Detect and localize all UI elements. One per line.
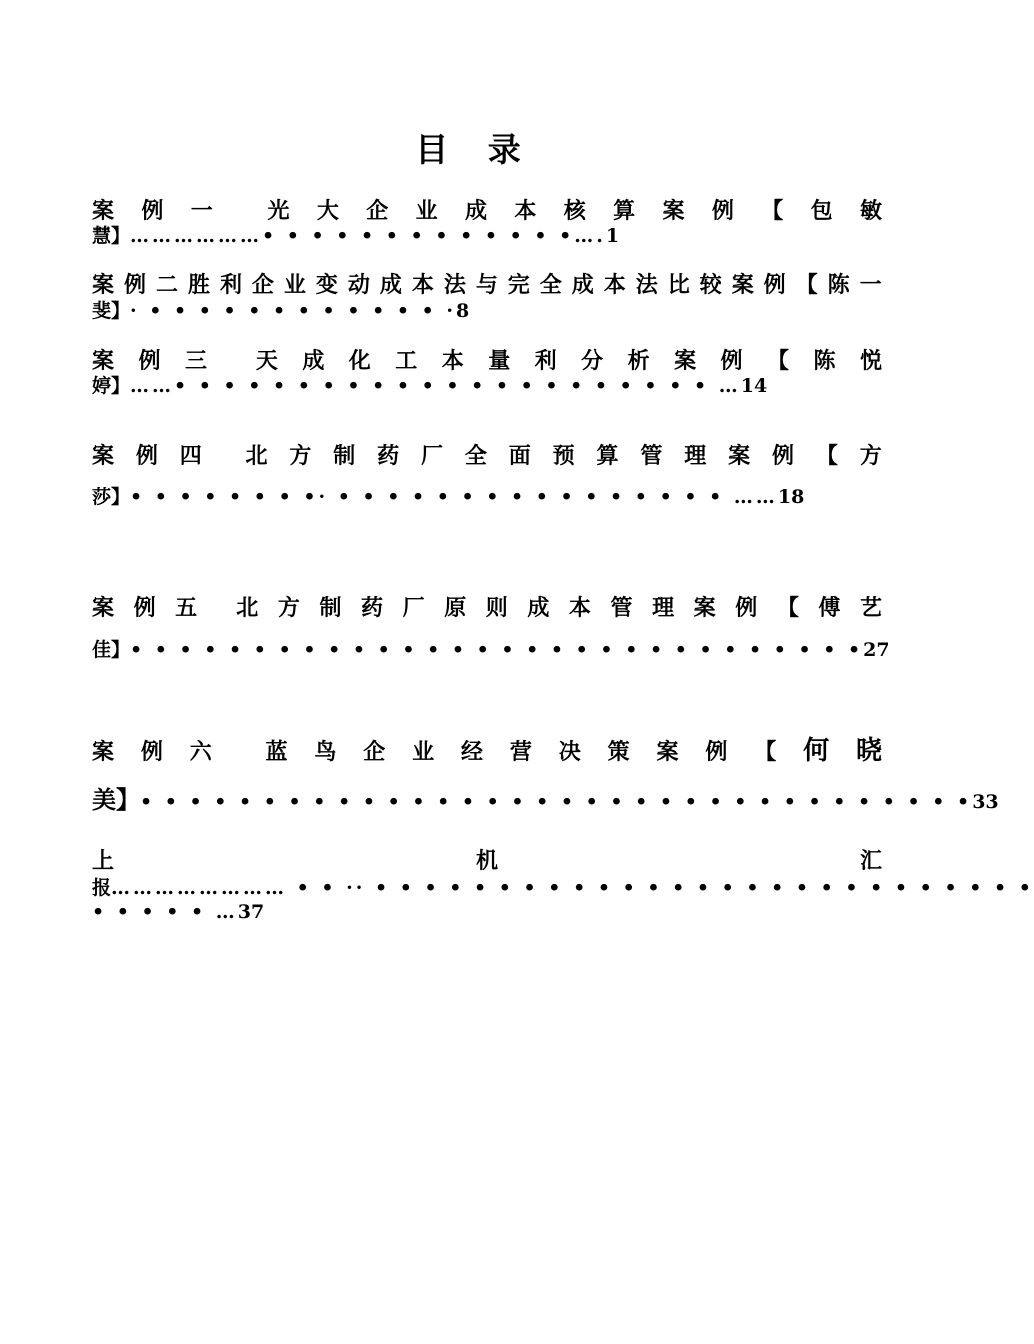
toc-entry-author-end: 慧】 [92,225,131,247]
toc-entry-6[interactable] [92,734,999,819]
toc-entry-title: 案 例 一 光 大 企 业 成 本 核 算 案 例 【 包 敏 [92,198,882,224]
toc-entry-leader [92,374,882,398]
toc-entry-author-end: 佳】 [92,639,131,661]
toc-entry-3[interactable] [92,348,882,398]
toc-entry-author-end: 报 [92,877,112,899]
toc-entry-leader [92,299,882,323]
dot-leader: • • • • • • • • • • • • • • • • • • • • • • • • • • • • • • [130,639,864,661]
toc-title: 目 录 [415,130,535,169]
toc-entry-title: 案 例 六 蓝 鸟 企 业 经 营 决 策 案 例 【 何 晓 [92,736,882,766]
dot-leader: …………………… • • ·· • • • • • • • • • • • • • • • • • • • • • • • • • • • [111,877,1034,899]
toc-entry-author-end: 美】 [92,785,140,814]
dot-leader: • • • • • • • •· • • • • • • • • • • • • • • • • …… [130,486,778,508]
toc-entry-7[interactable] [92,846,1034,924]
page-number: 37 [237,901,265,923]
toc-entry-2[interactable] [92,272,882,323]
toc-entry-leader [92,876,1034,900]
toc-entry-1[interactable] [92,198,882,248]
toc-entry-leader [92,482,882,512]
dot-leader: · • • • • • • • • • • • • · [130,300,456,322]
toc-entry-title: 上 机 汇 [92,848,882,874]
toc-entry-title: 案 例 四 北 方 制 药 厂 全 面 预 算 管 理 案 例 【 方 [92,443,882,469]
toc-entry-leader [92,783,999,819]
toc-entry-4[interactable] [92,441,882,512]
page-number: 27 [863,639,890,661]
dot-leader: ……• • • • • • • • • • • • • • • • • • • • • • … [130,375,741,397]
toc-entry-title: 案 例 三 天 成 化 工 本 量 利 分 析 案 例 【 陈 悦 [92,348,882,374]
toc-entry-title: 案 例 二 胜 利 企 业 变 动 成 本 法 与 完 全 成 本 法 比 较 案 例 【 陈 一 [92,272,882,298]
page-number: 1 [605,225,620,247]
toc-entry-title: 案 例 五 北 方 制 药 厂 原 则 成 本 管 理 案 例 【 傅 艺 [92,595,882,621]
toc-entry-5[interactable] [92,593,890,665]
page-number: 14 [740,375,768,397]
page-number: 8 [455,300,470,322]
page-number: 33 [972,791,999,813]
toc-entry-author-end: 斐】 [92,300,131,322]
dot-leader: ………………• • • • • • • • • • • • •…. [130,225,606,247]
toc-entry-leader [92,635,890,665]
toc-entry-author-end: 莎】 [92,486,131,508]
toc-entry-leader [92,224,882,248]
toc-entry-leader-continued [92,900,882,924]
dot-leader: • • • • • • • • • • • • • • • • • • • • • • • • • • • • • • • • • • [140,791,973,813]
toc-entry-author-end: 婷】 [92,375,131,397]
page-number: 18 [777,486,805,508]
dot-leader: • • • • • … [92,901,238,923]
